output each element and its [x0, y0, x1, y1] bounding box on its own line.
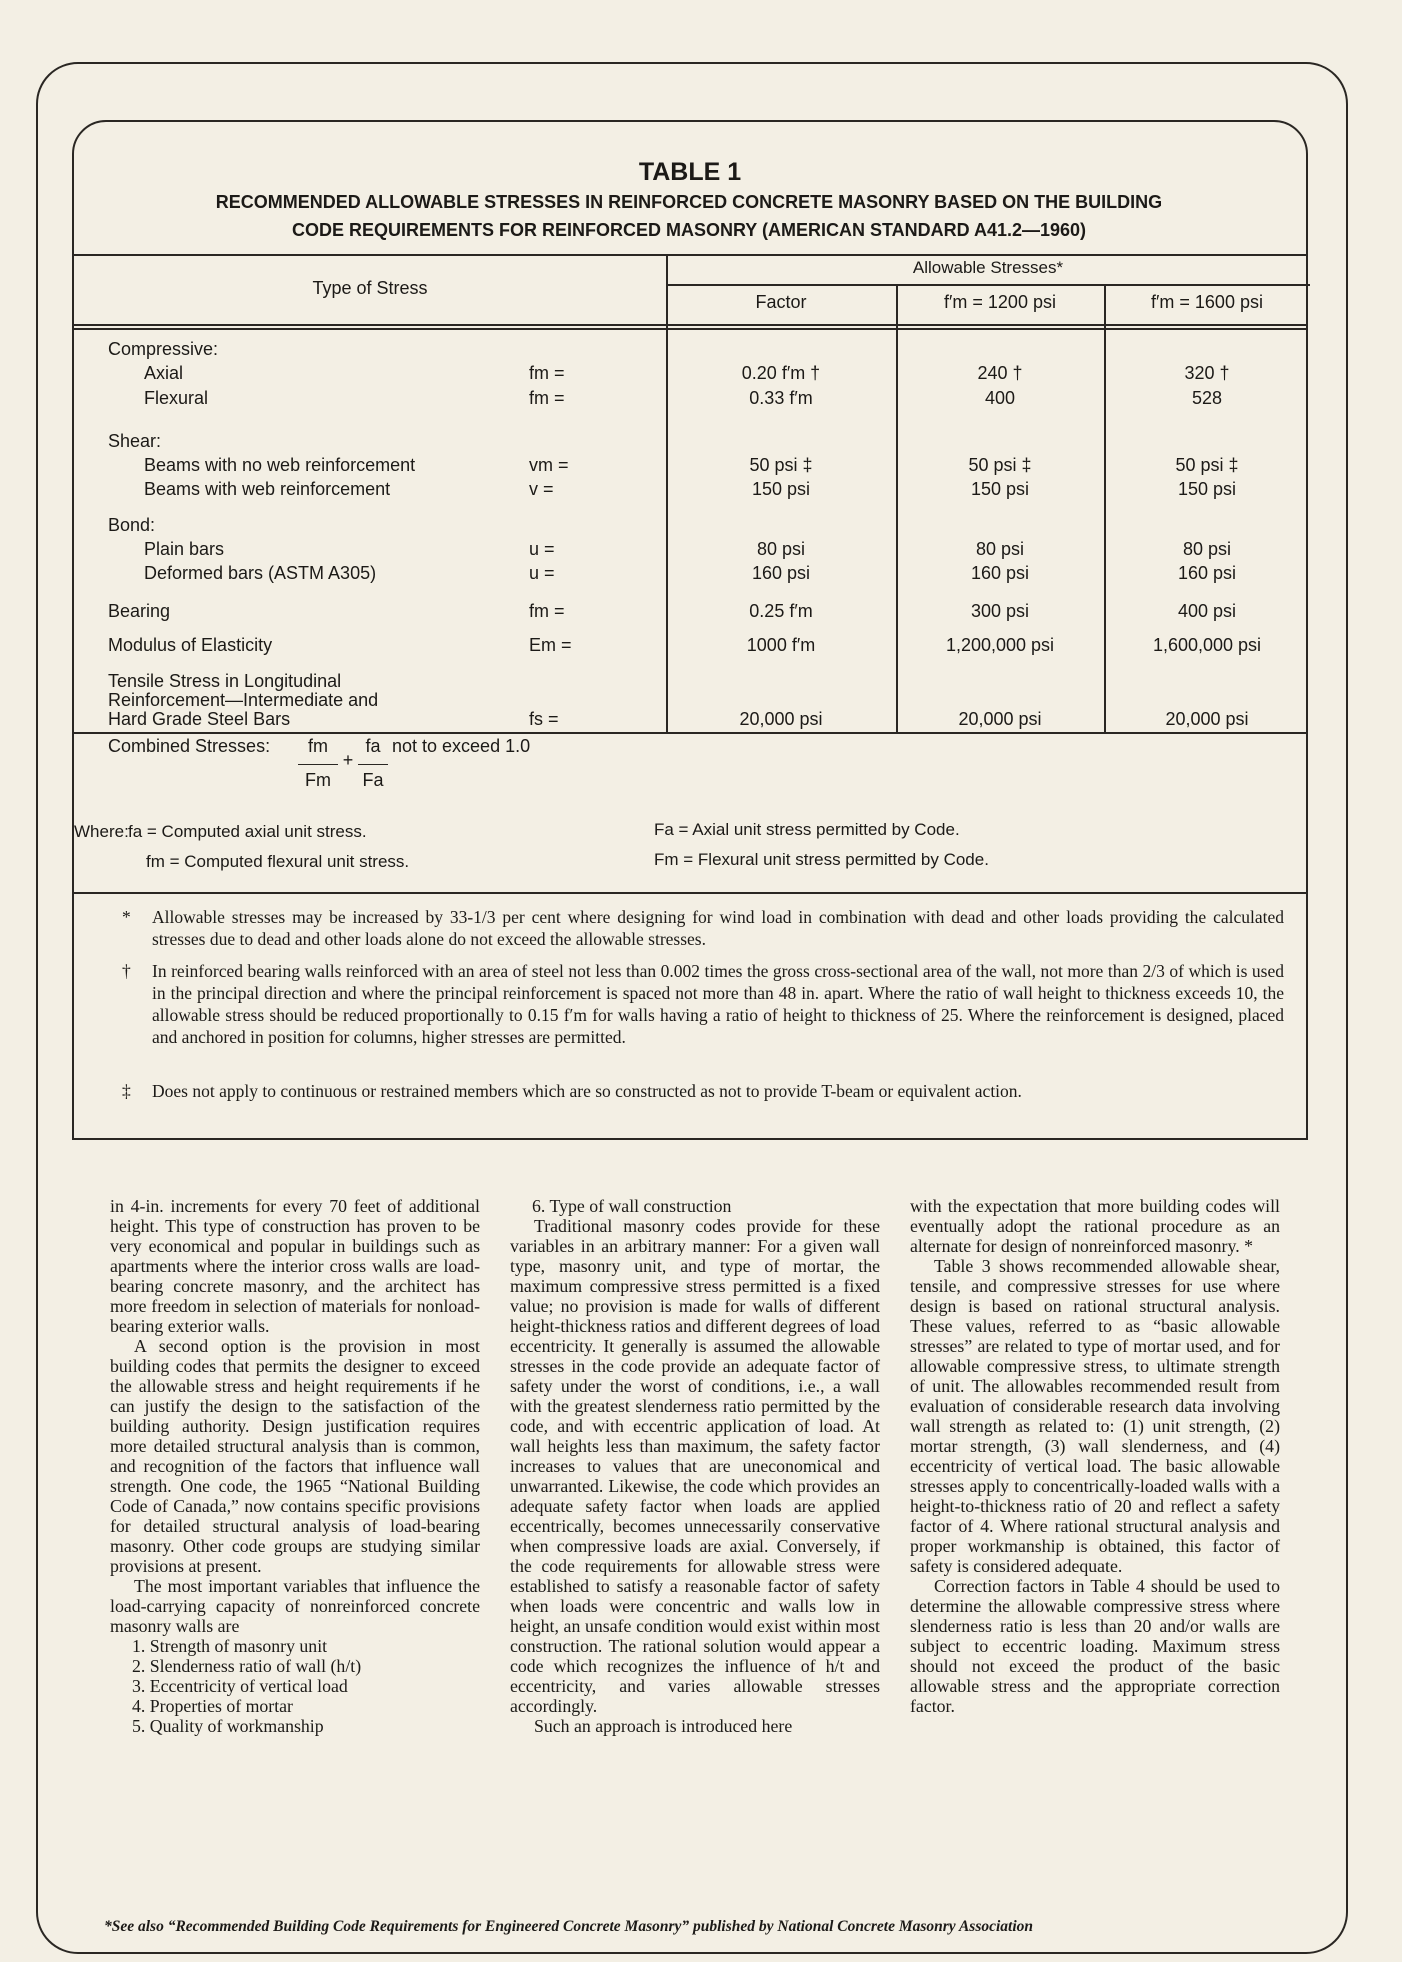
header-factor: Factor [755, 292, 807, 312]
list-item: 6. Type of wall construction [532, 1196, 732, 1216]
footnote-text: Does not apply to continuous or restrained members which are so constructed as not to provide T-beam or equivalent action. [152, 1081, 1022, 1101]
where-fm: fm = Computed flexural unit stress. [146, 852, 410, 871]
row-factor: 160 psi [751, 563, 811, 583]
combined-prefix: Combined Stresses: [108, 736, 271, 756]
paragraph: with the expectation that more building codes will eventually adopt the rational procedure as an alternate for design of nonreinforced masonry. * [910, 1196, 1280, 1256]
row-value-1600: 50 psi ‡ [1175, 455, 1239, 475]
table-subtitle-line-1: RECOMMENDED ALLOWABLE STRESSES IN REINFORCED CONCRETE MASONRY BASED ON THE BUILDING [215, 192, 1163, 212]
row-value-1200: 240 † [977, 363, 1023, 383]
header-top-rule [74, 254, 1306, 256]
row-value-1600: 80 psi [1182, 539, 1232, 559]
header-fm-1600: f′m = 1600 psi [1151, 292, 1263, 312]
frac-bar-1 [298, 764, 338, 765]
header-type-of-stress: Type of Stress [312, 278, 428, 298]
row-label: Compressive: [108, 339, 219, 359]
row-value-1600: 150 psi [1177, 479, 1237, 499]
row-label: Tensile Stress in Longitudinal [108, 671, 342, 691]
row-label: Shear: [108, 431, 162, 451]
footer-footnote: *See also “Recommended Building Code Requirements for Engineered Concrete Masonry” published by National Concrete Masonry Association [104, 1918, 1034, 1935]
table-bottom-rule [74, 1138, 1306, 1140]
row-value-1200: 150 psi [970, 479, 1030, 499]
header-bottom-rule [74, 324, 1306, 326]
row-label: Bond: [108, 515, 156, 535]
row-label: Bearing [108, 601, 171, 621]
row-value-1200: 20,000 psi [958, 709, 1042, 729]
row-label: Reinforcement—Intermediate and [108, 690, 379, 710]
row-factor: 0.33 f′m [749, 388, 813, 408]
row-value-1600: 320 † [1184, 363, 1230, 383]
body-column-2 [510, 1196, 880, 1836]
where-label: Where: [74, 822, 129, 841]
notes-top-rule [74, 892, 1306, 894]
row-value-1200: 1,200,000 psi [945, 635, 1055, 655]
footnote-text: In reinforced bearing walls reinforced with an area of steel not less than 0.002 times the gross cross-sectional area of the wall, not more than 2/3 of which is used in the principal direction and where the principal reinforcement is spaced not more than 48 in. apart. Where the ratio of wall height to thickness exceeds 10, the allowable stress should be reduced proportionally to 0.15 f′m for walls having a ratio of height to thickness of 25. Where the reinforcement is designed, placed and anchored in position for columns, higher stresses are permitted. [152, 961, 1284, 1047]
footnote-double-dagger [124, 1080, 1284, 1124]
frac-den-fm: Fm [305, 770, 331, 790]
footnote-mark: ‡ [122, 1081, 131, 1101]
row-symbol: fm = [529, 363, 565, 383]
row-factor: 50 psi ‡ [749, 455, 813, 475]
row-value-1200: 300 psi [970, 601, 1030, 621]
row-symbol: u = [529, 563, 555, 583]
row-factor: 80 psi [756, 539, 806, 559]
row-label: Flexural [144, 388, 209, 408]
row-factor: 20,000 psi [739, 709, 823, 729]
row-symbol: v = [529, 479, 554, 499]
row-label: Axial [144, 363, 184, 383]
frac-den-fa: Fa [362, 770, 384, 790]
footnote-mark: * [122, 907, 131, 927]
footnote-asterisk [124, 906, 1284, 950]
paragraph: Table 3 shows recommended allowable shear, tensile, and compressive stresses for use where design is based on rational structural analysis. These values, referred to as “basic allowable stresses” are related to type of mortar used, and for allowable compressive stress, to ultimate strength of unit. The allowables recommended result from evaluation of considerable research data involving wall strength as related to: (1) unit strength, (2) mortar strength, (3) wall slenderness, and (4) eccentricity of vertical load. The basic allowable stresses apply to concentrically-loaded walls with a height-to-thickness ratio of 20 and reflect a safety factor of 4. Where rational structural analysis and proper workmanship is obtained, this factor of safety is considered adequate. [910, 1256, 1280, 1576]
combined-suffix: not to exceed 1.0 [392, 736, 531, 756]
paragraph: Correction factors in Table 4 should be used to determine the allowable compressive stress where slenderness ratio is less than 20 and/or walls are subject to eccentric loading. Maximum stress should not exceed the product of the basic allowable stress and the appropriate correction factor. [910, 1576, 1280, 1716]
row-label: Hard Grade Steel Bars [108, 709, 291, 729]
body-column-3 [910, 1196, 1280, 1836]
row-label: Beams with no web reinforcement [144, 455, 416, 475]
row-symbol: vm = [529, 455, 569, 475]
row-symbol: u = [529, 539, 555, 559]
paragraph: in 4-in. increments for every 70 feet of additional height. This type of construction has proven to be very economical and popular in buildings such as apartments where the interior cross walls are load-bearing concrete masonry, and the architect has more freedom in selection of materials for nonload-bearing exterior walls. [110, 1196, 480, 1336]
row-symbol: fm = [529, 601, 565, 621]
footnote-mark: † [122, 961, 131, 981]
row-symbol: Em = [529, 635, 572, 655]
row-symbol: fm = [529, 388, 565, 408]
header-double-rule [74, 328, 1306, 330]
body-column-1 [110, 1196, 480, 1836]
row-label: Deformed bars (ASTM A305) [144, 563, 377, 583]
row-value-1200: 50 psi ‡ [968, 455, 1032, 475]
row-value-1600: 1,600,000 psi [1152, 635, 1262, 655]
col-divider-1600 [1104, 284, 1106, 732]
frac-num-fm: fm [308, 736, 328, 756]
allowable-rule [666, 284, 1310, 286]
row-factor: 0.20 f′m † [741, 363, 821, 383]
where-Fm: Fm = Flexural unit stress permitted by Code. [654, 850, 989, 869]
row-value-1600: 160 psi [1177, 563, 1237, 583]
row-value-1200: 160 psi [970, 563, 1030, 583]
row-factor: 0.25 f′m [749, 601, 813, 621]
row-value-1200: 400 [984, 388, 1016, 408]
row-value-1600: 528 [1191, 388, 1223, 408]
header-allowable-stresses: Allowable Stresses* [912, 258, 1064, 277]
row-factor: 150 psi [751, 479, 811, 499]
combined-stresses-formula [108, 736, 270, 757]
row-label: Modulus of Elasticity [108, 635, 273, 655]
list-item: 2. Slenderness ratio of wall (h/t) [132, 1656, 362, 1676]
list-item: 4. Properties of mortar [132, 1696, 293, 1716]
row-value-1600: 400 psi [1177, 601, 1237, 621]
paragraph: Such an approach is introduced here [534, 1716, 793, 1736]
table-subtitle [134, 188, 1244, 244]
row-symbol: fs = [529, 709, 559, 729]
body-bottom-rule [74, 732, 1306, 734]
list-item: 3. Eccentricity of vertical load [132, 1676, 348, 1696]
footnote-dagger [124, 960, 1284, 1070]
row-value-1200: 80 psi [975, 539, 1025, 559]
paragraph: The most important variables that influence the load-carrying capacity of nonreinforced concrete masonry walls are [110, 1576, 480, 1636]
footnote-text: Allowable stresses may be increased by 33-1/3 per cent where designing for wind load in combination with dead and other loads providing the calculated stresses due to dead and other loads alone do not exceed the allowable stresses. [152, 907, 1284, 949]
row-label: Beams with web reinforcement [144, 479, 391, 499]
col-divider-1200 [896, 284, 898, 732]
list-item: 1. Strength of masonry unit [132, 1636, 328, 1656]
table-1 [72, 120, 1308, 1140]
list-item: 5. Quality of workmanship [132, 1716, 324, 1736]
table-subtitle-line-2: CODE REQUIREMENTS FOR REINFORCED MASONRY (AMERICAN STANDARD A41.2—1960) [291, 220, 1087, 240]
row-factor: 1000 f′m [746, 635, 816, 655]
where-Fa: Fa = Axial unit stress permitted by Code. [654, 820, 960, 839]
plus-sign: + [342, 750, 354, 770]
frac-bar-2 [358, 764, 388, 765]
paragraph: A second option is the provision in most building codes that permits the designer to exceed the allowable stress and height requirements if he can justify the design to the satisfaction of the building authority. Design justification requires more detailed structural analysis than is common, and recognition of the factors that influence wall strength. One code, the 1965 “National Building Code of Canada,” now contains specific provisions for detailed structural analysis of load-bearing masonry. Other code groups are studying similar provisions at present. [110, 1336, 480, 1576]
table-title: TABLE 1 [638, 158, 742, 186]
paragraph: Traditional masonry codes provide for these variables in an arbitrary manner: For a given wall type, masonry unit, and type of mortar, the maximum compressive stress permitted is a fixed value; no provision is made for walls of different height-thickness ratios and different degrees of load eccentricity. It generally is assumed the allowable stresses in the code provide an adequate factor of safety under the worst of conditions, i.e., a wall with the greatest slenderness ratio permitted by the code, and with eccentric application of load. At wall heights less than maximum, the safety factor increases to values that are uneconomical and unwarranted. Likewise, the code which provides an adequate safety factor when loads are applied eccentrically, becomes unnecessarily conservative when compressive loads are axial. Conversely, if the code requirements for allowable stress were established to satisfy a reasonable factor of safety when loads were concentric and walls low in height, an unsafe condition would exist within most construction. The rational solution would appear a code which recognizes the influence of h/t and eccentricity, and varies allowable stresses accordingly. [510, 1216, 880, 1716]
row-label: Plain bars [144, 539, 225, 559]
row-value-1600: 20,000 psi [1165, 709, 1249, 729]
where-fa: fa = Computed axial unit stress. [128, 822, 367, 841]
frac-num-fa: fa [365, 736, 381, 756]
header-fm-1200: f′m = 1200 psi [944, 292, 1056, 312]
